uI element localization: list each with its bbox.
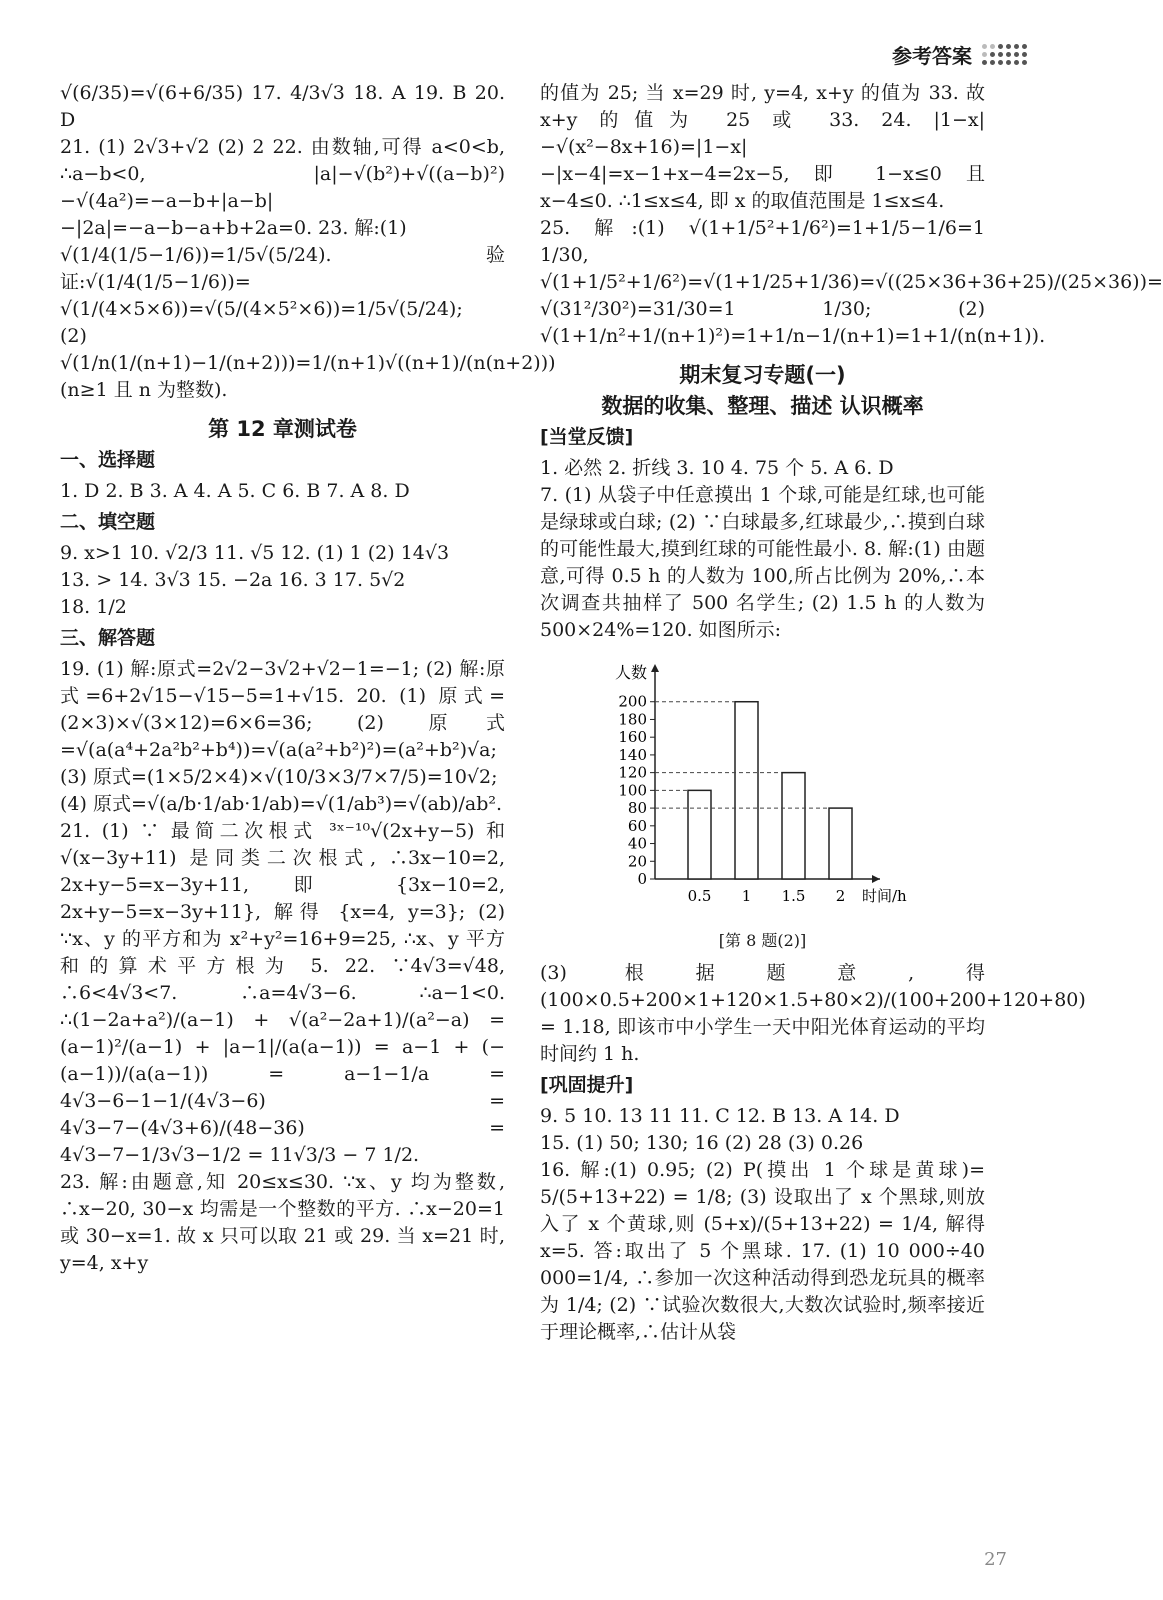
improve-answers-9-14: 9. 5 10. 13 11 11. C 12. B 13. A 14. D xyxy=(540,1105,900,1127)
answer-20-4: (4) 原式=√(a/b·1/ab·1/ab)=√(1/ab³)=√(ab)/ab². xyxy=(60,793,503,815)
y-tick-label: 40 xyxy=(627,834,647,853)
y-axis-label: 人数 xyxy=(615,663,648,682)
header-title: 参考答案 xyxy=(892,44,972,68)
answer-23: 23. 解:由题意,知 20≤x≤30. ∵x、y 均为整数, ∴x−20, 30−x 均需是一个整数的平方. ∴x−20=1 或 30−x=1. 故 x 只可以取 21 或 29. 当 x=21 时, y=4, x+y xyxy=(60,1171,505,1274)
y-tick-label: 140 xyxy=(618,745,647,764)
y-tick-label: 200 xyxy=(618,692,647,711)
left-line-3: √(1/(4×5×6))=√(5/(4×5²×6))=1/5√(5/24); xyxy=(60,298,463,320)
x-axis-arrow xyxy=(872,875,880,883)
y-tick-label: 100 xyxy=(618,781,647,800)
y-tick-label: 120 xyxy=(618,763,647,782)
x-tick-label: 1.5 xyxy=(781,887,806,905)
x-tick-label: 2 xyxy=(835,887,846,905)
improve-answers-16-17: 16. 解:(1) 0.95; (2) P(摸出 1 个球是黄球)= 5/(5+13+22) = 1/8; (3) 设取出了 x 个黑球,则放入了 x 个黄球,则 (5+x)/(5+13+22) = 1/4, 解得 x=5. 答:取出了 5 个黑球. 17. (1) 10 000÷40 000=1/4, ∴参加一次这种活动得到恐龙玩具的概率为 1/4; (2) ∵试验次数很大,大数次试验时,频率接近于理论概率,∴估计从袋 xyxy=(540,1159,985,1343)
y-tick-label: 0 xyxy=(637,870,647,888)
feedback-answers-1-6: 1. 必然 2. 折线 3. 10 4. 75 个 5. A 6. D xyxy=(540,457,894,479)
right-column xyxy=(540,80,1163,1346)
fill-answers-2: 13. > 14. 3√3 15. −2a 16. 3 17. 5√2 xyxy=(60,569,406,591)
answer-25-line-3: √(31²/30²)=31/30=1 1/30; (2) √(1+1/n²+1/(n+1)²)=1+1/n−1/(n+1)=1+1/(n(n+1)). xyxy=(540,298,1046,347)
bar-chart-container xyxy=(540,654,985,927)
page-number: 27 xyxy=(984,1549,1007,1570)
left-line-0: √(6/35)=√(6+6/35) 17. 4/3√3 18. A 19. B 20. D xyxy=(60,82,505,131)
header-dots-decoration xyxy=(982,44,1027,65)
answer-25-line-2: √(1+1/5²+1/6²)=√(1+1/25+1/36)=√((25×36+36+25)/(25×36))= xyxy=(540,271,1163,293)
page-header xyxy=(892,40,1027,69)
y-tick-label: 60 xyxy=(627,816,647,835)
x-axis-label: 时间/h xyxy=(862,887,907,905)
bar-0.5 xyxy=(688,790,711,879)
y-tick-label: 160 xyxy=(618,728,647,747)
left-line-4: (2) √(1/n(1/(n+1)−1/(n+2)))=1/(n+1)√((n+1)/(n(n+2))) (n≥1 且 n 为整数). xyxy=(60,325,556,401)
fill-answers-3: 18. 1/2 xyxy=(60,596,127,618)
improve-answers-15: 15. (1) 50; 130; 16 (2) 28 (3) 0.26 xyxy=(540,1132,864,1154)
section-fill-heading: 二、填空题 xyxy=(60,511,156,533)
left-column xyxy=(60,80,556,1277)
y-axis-arrow xyxy=(651,664,659,672)
improve-label: [巩固提升] xyxy=(540,1074,634,1096)
review-subtitle: 数据的收集、整理、描述 认识概率 xyxy=(601,394,924,418)
bar-chart xyxy=(540,654,980,919)
bar-1 xyxy=(735,702,758,879)
answer-23-24-cont: 的值为 25; 当 x=29 时, y=4, x+y 的值为 33. 故 x+y 的值为 25 或 33. 24. |1−x|−√(x²−8x+16)=|1−x|−|x−4|=x−1+x−4=2x−5, 即 1−x≤0 且 x−4≤0. ∴1≤x≤4, 即 x 的取值范围是 1≤x≤4. xyxy=(540,82,985,212)
answer-20-3: (3) 原式=(1×5/2×4)×√(10/3×3/7×7/5)=10√2; xyxy=(60,766,498,788)
left-line-2: √(1/4(1/5−1/6))=1/5√(5/24). 验证:√(1/4(1/5−1/6))= xyxy=(60,244,505,293)
section-choice-heading: 一、选择题 xyxy=(60,449,156,471)
left-line-1: 21. (1) 2√3+√2 (2) 2 22. 由数轴,可得 a<0<b, ∴a−b<0, |a|−√(b²)+√((a−b)²)−√(4a²)=−a−b+|a−b|−|2a|=−a−b−a+b+2a=0. 23. 解:(1) xyxy=(60,136,505,239)
answer-21-22: 21. (1) ∵ 最简二次根式 ³ˣ⁻¹⁰√(2x+y−5) 和 √(x−3y+11) 是同类二次根式, ∴3x−10=2, 2x+y−5=x−3y+11, 即 {3x−10=2, 2x+y−5=x−3y+11}, 解得 {x=4, y=3}; (2) ∵x、y 的平方和为 x²+y²=16+9=25, ∴x、y 平方和的算术平方根为 5. 22. ∵4√3=√48, ∴6<4√3<7. ∴a=4√3−6. ∴a−1<0. ∴(1−2a+a²)/(a−1) + √(a²−2a+1)/(a²−a) = (a−1)²/(a−1) + |a−1|/(a(a−1)) = a−1 + (−(a−1))/(a(a−1)) = a−1−1/a = 4√3−6−1−1/(4√3−6) = 4√3−7−(4√3+6)/(48−36) = 4√3−7−1/3√3−1/2 = 11√3/3 − 7 1/2. xyxy=(60,820,505,1166)
fill-answers-1: 9. x>1 10. √2/3 11. √5 12. (1) 1 (2) 14√3 xyxy=(60,542,450,564)
choice-answers: 1. D 2. B 3. A 4. A 5. C 6. B 7. A 8. D xyxy=(60,480,410,502)
y-tick-label: 180 xyxy=(618,710,647,729)
chart-caption: [第 8 题(2)] xyxy=(718,931,807,950)
answer-8-3: (3) 根据题意,得 (100×0.5+200×1+120×1.5+80×2)/(100+200+120+80) = 1.18, 即该市中小学生一天中阳光体育运动的平均时间约 1 h. xyxy=(540,962,1086,1065)
x-tick-label: 0.5 xyxy=(687,887,712,905)
y-tick-label: 80 xyxy=(627,799,647,818)
x-tick-label: 1 xyxy=(741,887,752,905)
bar-1.5 xyxy=(782,773,805,879)
review-title: 期末复习专题(一) xyxy=(679,363,846,387)
section-solve-heading: 三、解答题 xyxy=(60,627,156,649)
answer-25-line-1: 25. 解:(1) √(1+1/5²+1/6²)=1+1/5−1/6=1 1/30, xyxy=(540,217,985,266)
feedback-answers-7-8: 7. (1) 从袋子中任意摸出 1 个球,可能是红球,也可能是绿球或白球; (2) ∵白球最多,红球最少,∴摸到白球的可能性最大,摸到红球的可能性最小. 8. 解:(1) 由题意,可得 0.5 h 的人数为 100,所占比例为 20%,∴本次调查共抽样了 500 名学生; (2) 1.5 h 的人数为 500×24%=120. 如图所示: xyxy=(540,484,985,641)
feedback-label: [当堂反馈] xyxy=(540,426,634,448)
bar-2 xyxy=(829,808,852,879)
answer-19-20: 19. (1) 解:原式=2√2−3√2+√2−1=−1; (2) 解:原式=6+2√15−√15−5=1+√15. 20. (1) 原式=(2×3)×√(3×12)=6×6=36; (2) 原式=√(a(a⁴+2a²b²+b⁴))=√(a(a²+b²)²)=(a²+b²)√a; xyxy=(60,658,505,761)
chapter-title: 第 12 章测试卷 xyxy=(208,417,357,441)
y-tick-label: 20 xyxy=(627,852,647,871)
